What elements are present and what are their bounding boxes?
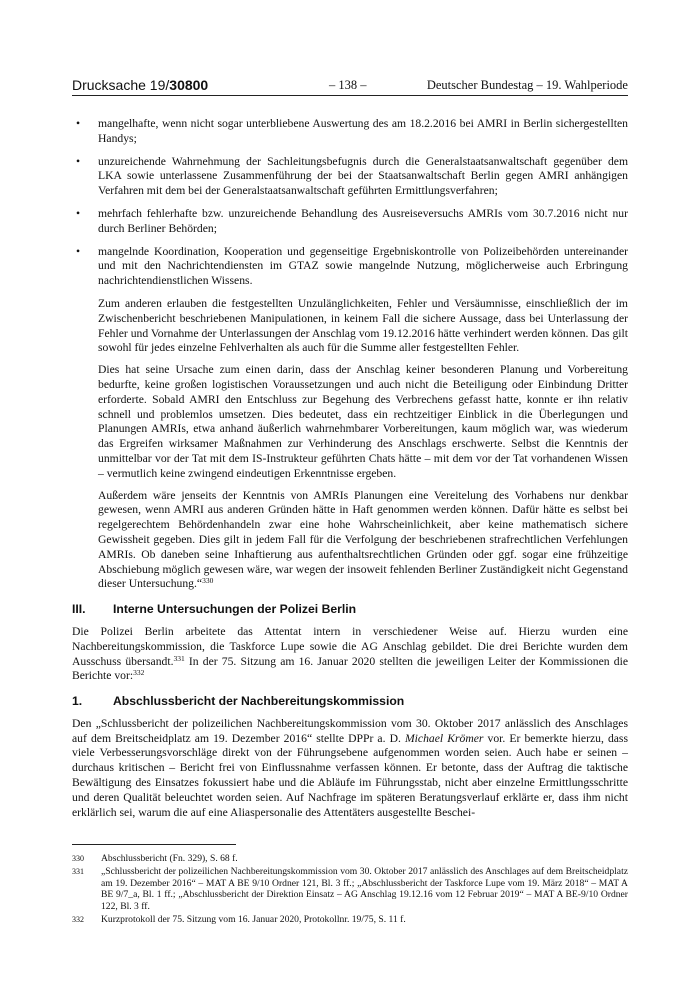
footnote — [72, 853, 628, 864]
page-header — [72, 77, 628, 96]
footnote-number: 332 — [72, 915, 84, 925]
footnote — [72, 866, 628, 912]
section-number: III. — [72, 602, 86, 617]
bullet-symbol: • — [76, 154, 81, 168]
subsection-title: Abschlussbericht der Nachbereitungskommission — [113, 694, 405, 709]
footnote — [72, 914, 628, 925]
footnote-number: 330 — [72, 854, 84, 863]
bullet-symbol: • — [76, 244, 81, 258]
person-name: Michael Krömer — [404, 731, 484, 745]
main-content — [72, 117, 628, 827]
footnote-ref[interactable]: 331 — [173, 653, 185, 663]
bullet-item: • unzureichende Wahrnehmung der Sachleitungsbefugnis durch die Generalstaatsanwaltschaft gegenüber dem LKA sowie unterlassene Zusammenführung der bei der Staatsanwaltschaft Berlin gegen AMRI anhängigen Verfahren mit dem bei der Generalstaatsanwaltschaft geführten Ermittlungsverfahren; — [76, 154, 628, 198]
footnote-ref[interactable]: 332 — [133, 668, 145, 678]
subsection-number: 1. — [72, 694, 83, 709]
bullet-item: • mehrfach fehlerhafte bzw. unzureichende Behandlung des Ausreiseversuchs AMRIs vom 30.7.2016 nicht nur durch Berliner Behörden; — [76, 206, 628, 235]
bullet-symbol: • — [76, 117, 81, 130]
quote-paragraph: Außerdem wäre jenseits der Kenntnis von AMRIs Planungen eine Vereitelung des Vorhabens nur denkbar gewesen, wenn AMRI aus anderen Gründen hätte in Haft genommen werden können. Dafür hätte es selbst bei regelgerechtem Behördenhandeln zwar eine hohe Wahrscheinlichkeit, aber keine mathematisch sichere Gewissheit gegeben. Dies gilt in jedem Fall für die Verfolgung der beschriebenen strafrechtlichen Verfehlungen AMRIs. Ob daneben seine Inhaftierung aus aufenthaltsrechtlichen Gründen oder ggf. sogar eine frühzeitige Abschiebung möglich gewesen wäre, war wegen der insoweit fehlenden Berliner Zuständigkeit nicht Gegenstand dieser Untersuchung.“$^{330}$ — [98, 488, 628, 591]
page-number: – 138 – — [329, 78, 367, 92]
section-paragraph: Die Polizei Berlin arbeitete das Attentat intern in verschiedener Weise auf. Hierzu wurden eine Nachbereitungskommission, die Taskforce Lupe sowie die AG Anschlag gebildet. Die drei Berichte wurden dem Ausschuss übersandt.$^{331}$ In der 75. Sitzung am 16. Januar 2020 stellten die jeweiligen Leiter der Kommissionen die Berichte vor:$^{332}$ — [72, 624, 628, 683]
quote-paragraph: Zum anderen erlauben die festgestellten Unzulänglichkeiten, Fehler und Versäumnisse, einschließlich der im Zwischenbericht beschriebenen Manipulationen, in keinem Fall die sichere Aussage, dass bei Unterlassung der Fehler und Vornahme der Unterlassungen der Anschlag vom 19.12.2016 hätte verhindert werden können. Das gilt sowohl für jedes einzelne Fehlverhalten als auch für die Summe aller festgestellten Fehler. — [98, 296, 628, 355]
footnote-divider — [72, 844, 236, 845]
footnote-ref[interactable]: 330 — [202, 576, 214, 586]
footnotes — [72, 853, 628, 927]
footnote-text: „Schlussbericht der polizeilichen Nachbereitungskommission vom 30. Oktober 2017 anlässlich des Anschlages auf dem Breitscheidplatz am 19. Dezember 2016“ – MAT A BE 9/10 Ordner 121, Bl. 3 ff.; „Abschlussbericht der Taskforce Lupe vom 19. März 2018“ – MAT A BE 9/7_a, Bl. 1 ff.; „Abschlussbericht der Direktion Einsatz – AG Anschlag 19.12.16 vom 12 Februar 2019“ – MAT A BE-9/10 Ordner 122, Bl. 3 ff. — [101, 866, 628, 912]
quoted-block — [72, 297, 628, 592]
section-heading — [72, 602, 628, 617]
institution-label: Deutscher Bundestag – 19. Wahlperiode — [426, 78, 628, 92]
subsection-paragraph: Den „Schlussbericht der polizeilichen Nachbereitungskommission vom 30. Oktober 2017 anlässlich des Anschlages auf dem Breitscheidplatz am 19. Dezember 2016“ stellte DPPr a. D. Michael Krömer vor. Er bemerkte hierzu, dass viele Verbesserungsvorschläge direkt von der Führungsebene aufgenommen worden seien. Auch habe er seinen – durchaus kritischen – Bericht frei von Einflussnahme verfassen können. Er betonte, dass der Auftrag die taktische Bewältigung des Einsatzes fokussiert habe und die Abläufe im Führungsstab, nicht aber einzelne Ermittlungsschritte und deren Qualität beleuchtet worden seien. Auf Nachfrage im späteren Beratungsverlauf erklärte er, dass ihm nicht erklärlich sei, warum die auf eine Aliaspersonalie des Attentäters ausgestellte Beschei- — [72, 716, 628, 819]
section-title: Interne Untersuchungen der Polizei Berlin — [113, 602, 357, 617]
bullet-item: • mangelhafte, wenn nicht sogar unterbliebene Auswertung des am 18.2.2016 bei AMRI in Berlin sichergestellten Handys; — [76, 117, 628, 145]
footnote-text: Kurzprotokoll der 75. Sitzung vom 16. Januar 2020, Protokollnr. 19/75, S. 11 f. — [101, 914, 406, 926]
quote-paragraph: Dies hat seine Ursache zum einen darin, dass der Anschlag keiner besonderen Planung und Vorbereitung bedurfte, keine großen logistischen Voraussetzungen und auch nicht die Beteiligung oder Einbindung Dritter erforderte. Sobald AMRI den Entschluss zur Begehung des Verbrechens gefasst hatte, konnte er ihn relativ schnell und problemlos umsetzen. Dies bedeutet, dass ein rechtzeitiger Einblick in die Überlegungen und Planungen AMRIs, etwa anhand äußerlich wahrnehmbarer Vorbereitungen, kaum möglich war, was wiederum das Ergreifen wirksamer Maßnahmen zur Verhinderung des Anschlags erschwerte. Selbst die Kenntnis der unmittelbar vor der Tat mit dem IS-Instrukteur geführten Chats hätte – mit dem vor der Tat vorhandenen Wissen – vermutlich keine zwingend eindeutigen Erkenntnisse ergeben. — [98, 363, 628, 480]
footnote-number: 331 — [72, 867, 84, 877]
document-label: Drucksache 19/30800 — [72, 77, 209, 93]
bullet-list — [72, 117, 628, 289]
bullet-item: • mangelnde Koordination, Kooperation und gegenseitige Ergebniskontrolle von Polizeibehörden untereinander und mit den Nachrichtendiensten im GTAZ sowie mangelnde Nutzung, möglicherweise auch Erbringung nachrichtendienstlichen Wissens. — [76, 244, 628, 288]
footnote-text: Abschlussbericht (Fn. 329), S. 68 f. — [101, 853, 238, 864]
subsection-heading — [72, 694, 628, 709]
bullet-symbol: • — [76, 206, 81, 220]
